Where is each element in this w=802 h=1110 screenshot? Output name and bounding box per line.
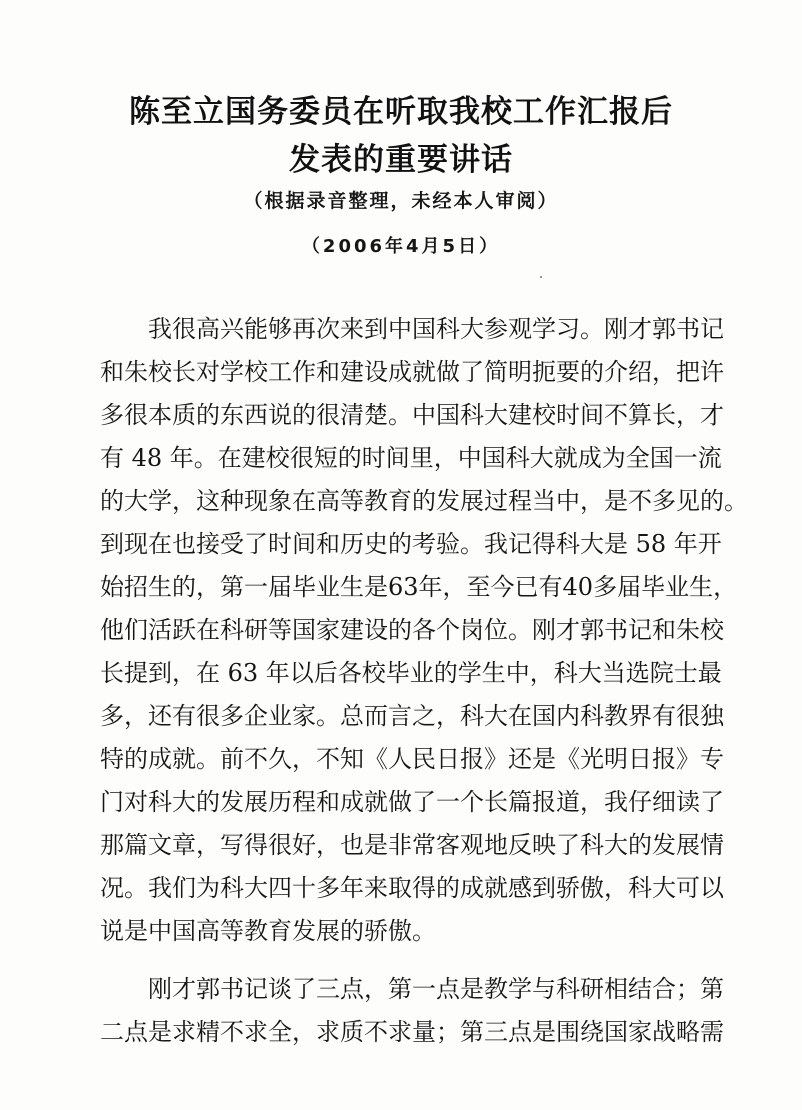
paragraph-1-line-3: 多很本质的东西说的很清楚。中国科大建校时间不算长，才 — [100, 401, 724, 429]
speech-date: （2006年4月5日） — [301, 236, 501, 257]
paragraph-1-line-15: 说是中国高等教育发展的骄傲。 — [100, 917, 436, 945]
paragraph-1-line-11: 特的成就。前不久，不知《人民日报》还是《光明日报》专 — [100, 745, 724, 773]
document-title-line-2: 发表的重要讲话 — [289, 142, 513, 178]
paragraph-1-line-12: 门对科大的发展历程和成就做了一个长篇报道，我仔细读了 — [100, 788, 724, 816]
transcript-note: （根据录音整理，未经本人审阅） — [243, 190, 559, 212]
paragraph-1-line-10: 多，还有很多企业家。总而言之，科大在国内科教界有很独 — [100, 702, 724, 730]
scan-speck — [540, 276, 542, 278]
paragraph-1-line-13: 那篇文章，写得很好，也是非常客观地反映了科大的发展情 — [100, 831, 724, 859]
paragraph-1-line-1: 我很高兴能够再次来到中国科大参观学习。刚才郭书记 — [148, 315, 724, 343]
paragraph-1-line-4: 有 48 年。在建校很短的时间里，中国科大就成为全国一流 — [100, 444, 722, 472]
paragraph-2-line-1: 刚才郭书记谈了三点，第一点是教学与科研相结合；第 — [148, 975, 724, 1003]
paragraph-1-line-2: 和朱校长对学校工作和建设成就做了简明扼要的介绍，把许 — [100, 358, 724, 386]
paragraph-2-line-2: 二点是求精不求全，求质不求量；第三点是围绕国家战略需 — [100, 1018, 724, 1046]
paragraph-1-line-7: 始招生的，第一届毕业生是63年，至今已有40多届毕业生， — [100, 573, 738, 601]
paragraph-1-line-5: 的大学，这种现象在高等教育的发展过程当中，是不多见的。 — [100, 487, 748, 515]
paragraph-1-line-6: 到现在也接受了时间和历史的考验。我记得科大是 58 年开 — [100, 530, 722, 558]
paragraph-1-line-8: 他们活跃在科研等国家建设的各个岗位。刚才郭书记和朱校 — [100, 616, 724, 644]
paragraph-1-line-14: 况。我们为科大四十多年来取得的成就感到骄傲，科大可以 — [100, 874, 724, 902]
document-title-line-1: 陈至立国务委员在听取我校工作汇报后 — [129, 94, 673, 130]
paragraph-1-line-9: 长提到，在 63 年以后各校毕业的学生中，科大当选院士最 — [100, 659, 722, 687]
